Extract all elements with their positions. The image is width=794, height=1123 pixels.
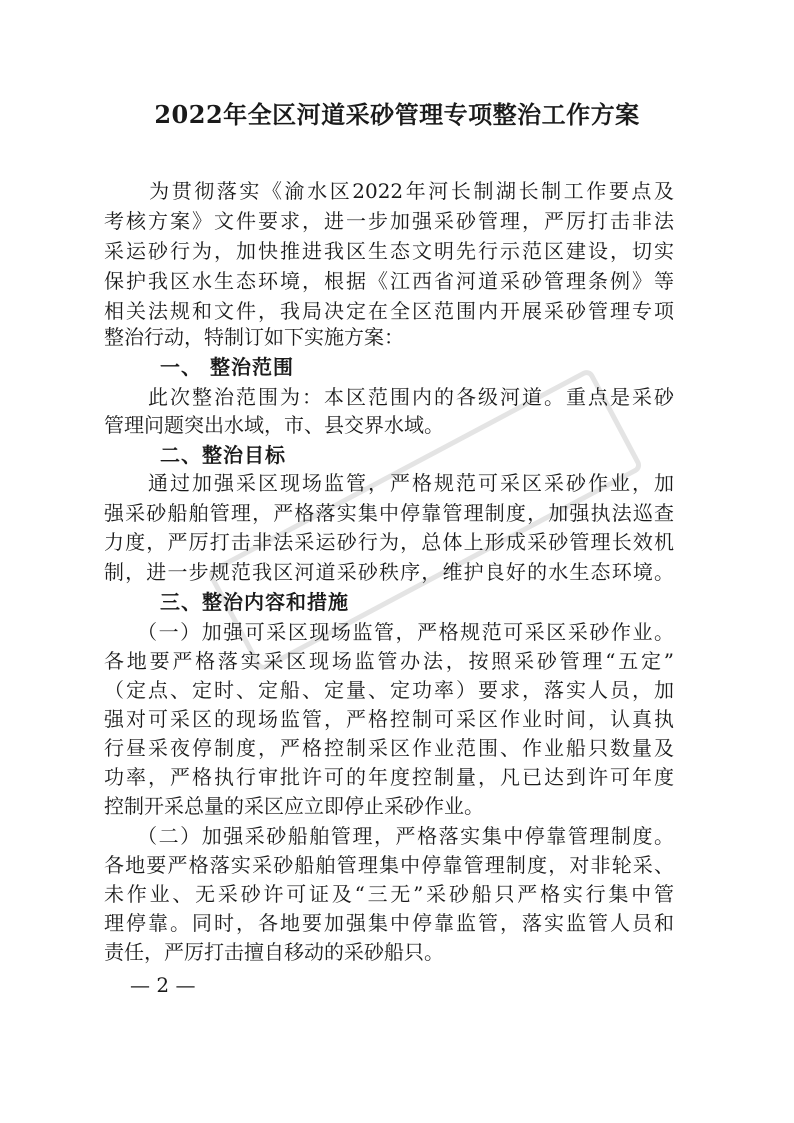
document-title: 2022年全区河道采砂管理专项整治工作方案 — [154, 100, 640, 129]
section-2-line: 通过加强采区现场监管，严格规范可采区采砂作业，加 — [126, 471, 674, 495]
section-3-sub1-line: 各地要严格落实采区现场监管办法，按照采砂管理“五定” — [104, 649, 674, 673]
intro-line: 保护我区水生态环境，根据《江西省河道采砂管理条例》等 — [104, 269, 674, 293]
section-2-line: 制，进一步规范我区河道采砂秩序，维护良好的水生态环境。 — [104, 560, 674, 584]
section-3-sub2-line: （二）加强采砂船舶管理，严格落实集中停靠管理制度。 — [104, 824, 674, 848]
section-3-sub1-line: 强对可采区的现场监管，严格控制可采区作业时间，认真执 — [104, 707, 674, 731]
section-1-line: 此次整治范围为：本区范围内的各级河道。重点是采砂 — [126, 385, 674, 409]
section-3-sub1-line: 功率，严格执行审批许可的年度控制量，凡已达到许可年度 — [104, 765, 674, 789]
section-1-heading: 一、 整治范围 — [160, 355, 294, 379]
section-3-sub2-line: 理停靠。同时，各地要加强集中停靠监管，落实监管人员和 — [104, 911, 674, 935]
intro-line: 整治行动，特制订如下实施方案： — [104, 325, 404, 349]
intro-line: 采运砂行为，加快推进我区生态文明先行示范区建设，切实 — [104, 239, 674, 263]
intro-line: 考核方案》文件要求，进一步加强采砂管理，严厉打击非法 — [104, 209, 674, 233]
section-2-heading: 二、整治目标 — [160, 443, 286, 467]
section-3-sub1-line: 行昼采夜停制度，严格控制采区作业范围、作业船只数量及 — [104, 736, 674, 760]
page-number: — 2 — — [130, 973, 196, 997]
section-3-sub1-line: （定点、定时、定船、定量、定功率）要求，落实人员，加 — [104, 678, 674, 702]
section-3-sub1-line: （一）加强可采区现场监管，严格规范可采区采砂作业。 — [104, 620, 674, 644]
section-2-line: 力度，严厉打击非法采运砂行为，总体上形成采砂管理长效机 — [104, 530, 674, 554]
section-3-sub2-line: 责任，严厉打击擅自移动的采砂船只。 — [104, 940, 444, 964]
intro-line: 为贯彻落实《渝水区2022年河长制湖长制工作要点及 — [104, 179, 674, 203]
section-2-line: 强采砂船舶管理，严格落实集中停靠管理制度，加强执法巡查 — [104, 501, 674, 525]
section-3-sub1-line: 控制开采总量的采区应立即停止采砂作业。 — [104, 794, 484, 818]
section-3-sub2-line: 未作业、无采砂许可证及“三无”采砂船只严格实行集中管 — [104, 882, 674, 906]
section-3-heading: 三、整治内容和措施 — [160, 590, 349, 614]
section-1-line: 管理问题突出水域，市、县交界水域。 — [104, 413, 444, 437]
section-3-sub2-line: 各地要严格落实采砂船舶管理集中停靠管理制度，对非轮采、 — [104, 853, 674, 877]
intro-line: 相关法规和文件，我局决定在全区范围内开展采砂管理专项 — [104, 299, 674, 323]
